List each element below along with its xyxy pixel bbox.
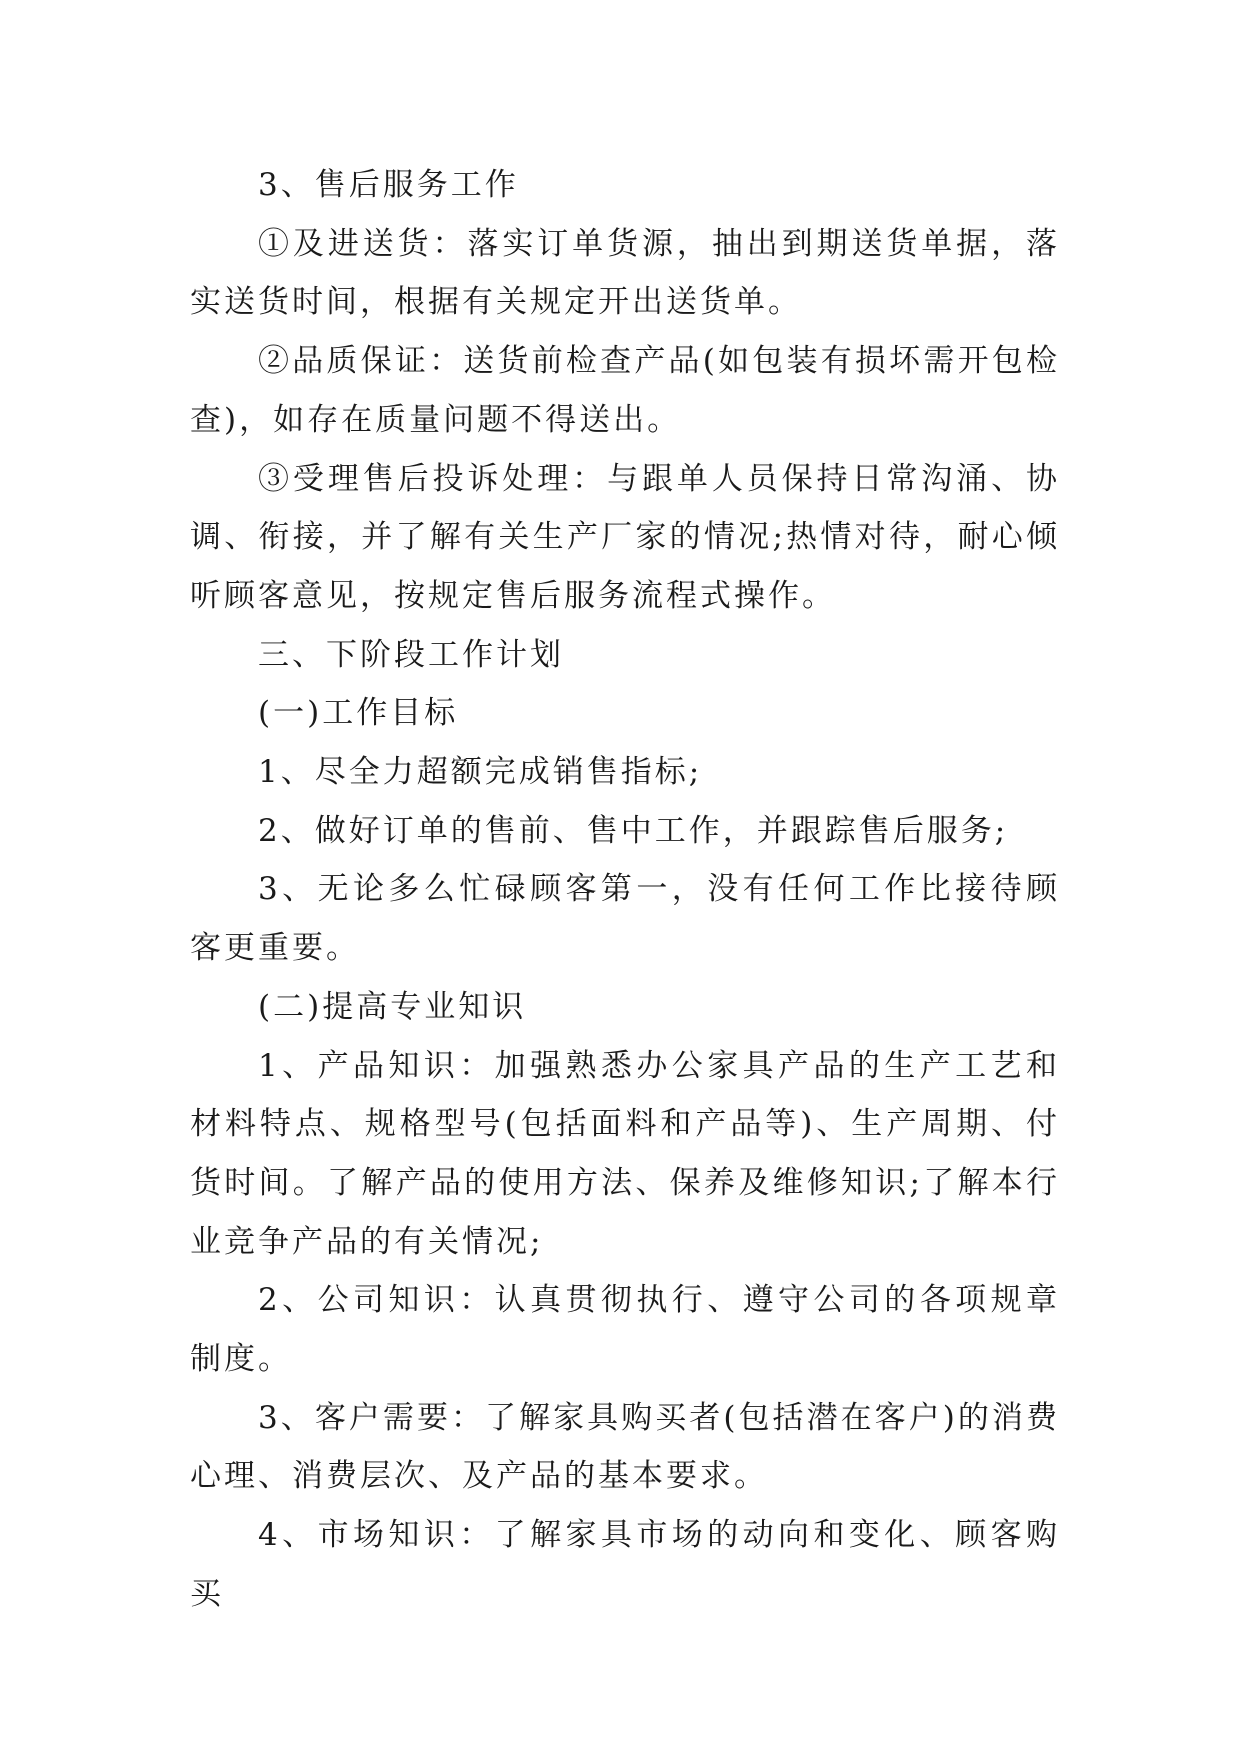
knowledge-item-market: 4、市场知识：了解家具市场的动向和变化、顾客购买 <box>190 1517 1060 1612</box>
goal-item-1: 1、尽全力超额完成销售指标; <box>258 754 703 791</box>
goal-item-3: 3、无论多么忙碌顾客第一，没有任何工作比接待顾客更重要。 <box>190 871 1060 967</box>
knowledge-item-product: 1、产品知识：加强熟悉办公家具产品的生产工艺和材料特点、规格型号(包括面料和产品等)、生产周期、付货时间。了解产品的使用方法、保养及维修知识;了解本行业竞争产品的有关情况; <box>190 1047 1060 1260</box>
paragraph-complaints: ③受理售后投诉处理：与跟单人员保持日常沟涌、协调、衔接，并了解有关生产厂家的情况;热情对待，耐心倾听顾客意见，按规定售后服务流程式操作。 <box>190 460 1060 614</box>
knowledge-item-company: 2、公司知识：认真贯彻执行、遵守公司的各项规章制度。 <box>190 1282 1060 1378</box>
paragraph-quality: ②品质保证：送货前检查产品(如包装有损坏需开包检查)，如存在质量问题不得送出。 <box>190 343 1060 438</box>
document-body <box>190 156 1060 1624</box>
knowledge-item-customer: 3、客户需要：了解家具购买者(包括潜在客户)的消费心理、消费层次、及产品的基本要求。 <box>190 1399 1060 1495</box>
section-heading-next-plan: 三、下阶段工作计划 <box>258 636 564 673</box>
paragraph-delivery: ①及进送货：落实订单货源，抽出到期送货单据，落实送货时间，根据有关规定开出送货单。 <box>190 225 1060 321</box>
subheading-knowledge: (二)提高专业知识 <box>258 988 527 1025</box>
section-heading-after-sales: 3、售后服务工作 <box>258 167 519 203</box>
goal-item-2: 2、做好订单的售前、售中工作，并跟踪售后服务; <box>258 812 1009 849</box>
subheading-goals: (一)工作目标 <box>258 695 459 732</box>
